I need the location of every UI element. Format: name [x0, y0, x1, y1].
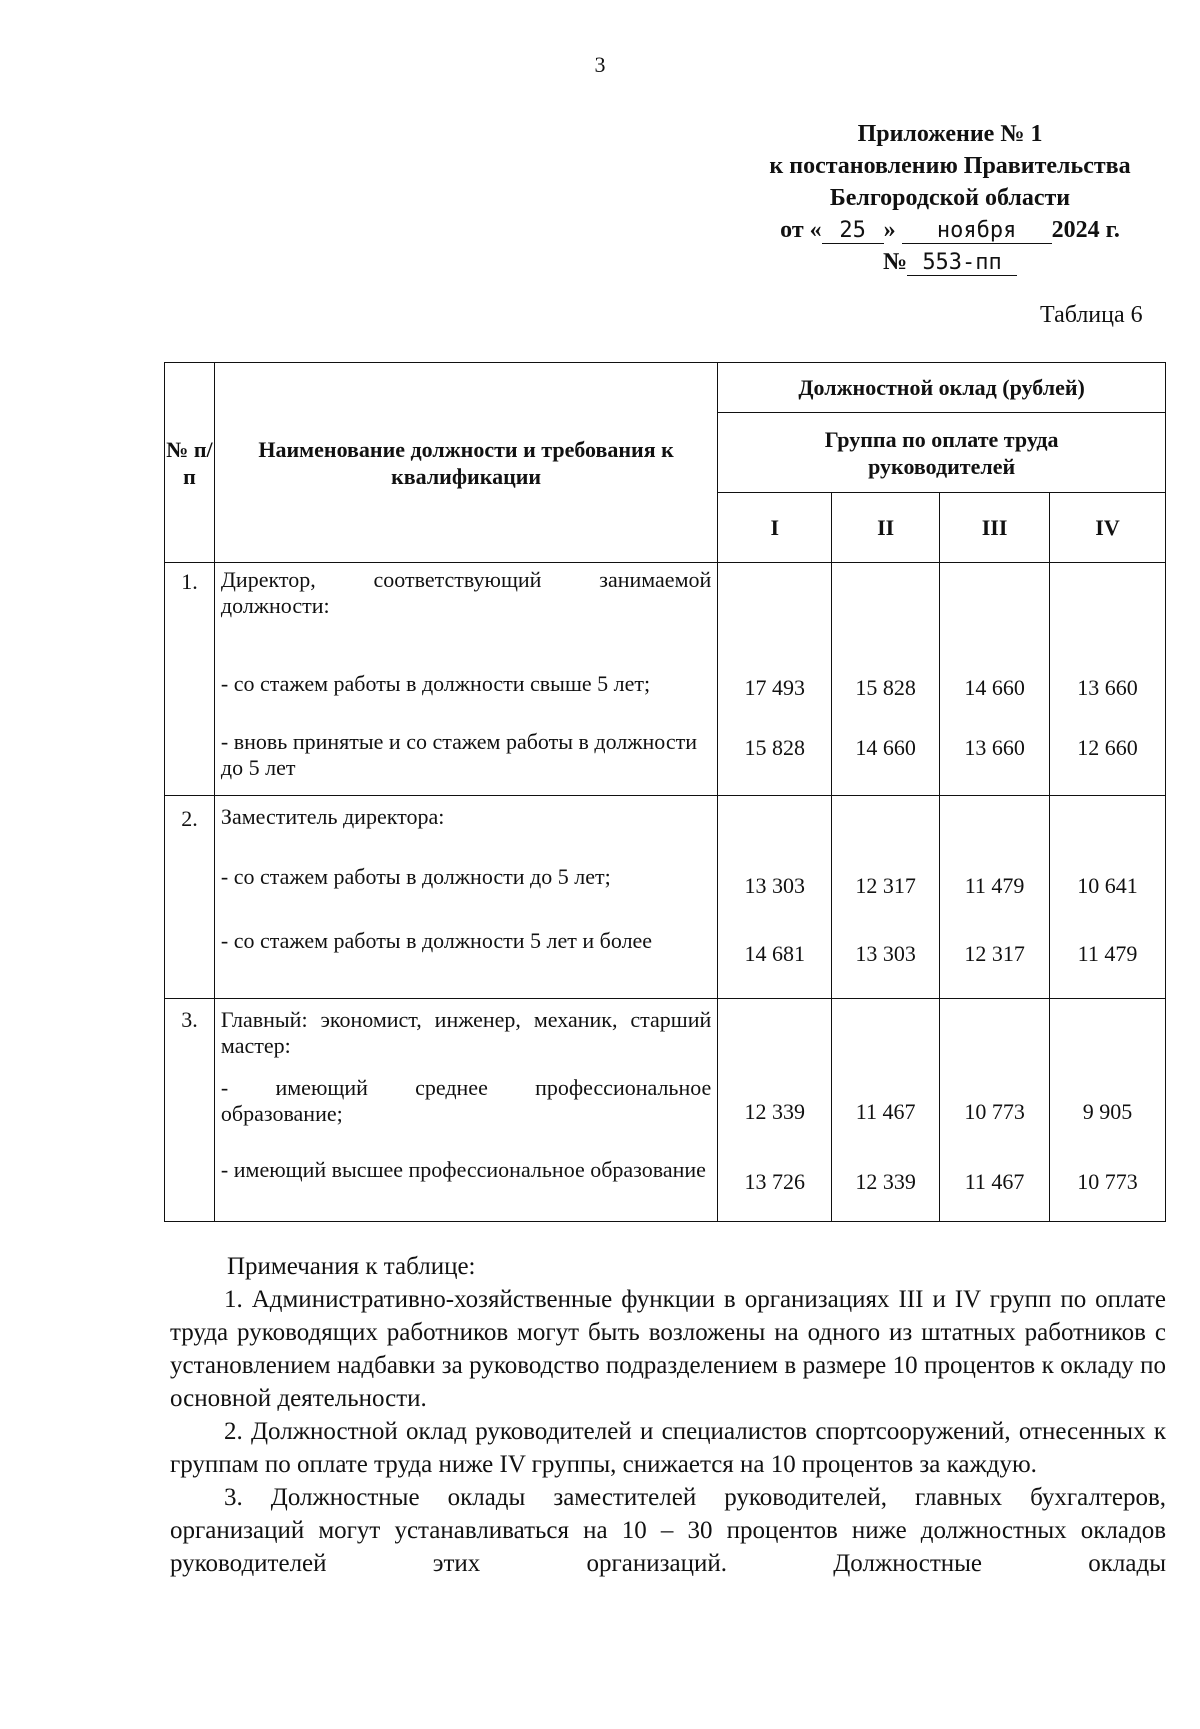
salary-table	[164, 362, 1166, 1222]
row-label: - имеющий среднее профессиональное образование;	[220, 1075, 712, 1126]
section-title: Директор, соответствующий занимаемой должности:	[220, 567, 712, 618]
section-title: Заместитель директора:	[220, 804, 445, 829]
value-cell: 13 660	[1077, 675, 1138, 700]
appendix-date	[720, 214, 1180, 246]
value-cell: 9 905	[1082, 1099, 1133, 1124]
section-title: Главный: экономист, инженер, механик, старший мастер:	[220, 1007, 712, 1058]
header-group-3: III	[940, 493, 1050, 563]
header-group-4: IV	[1050, 493, 1166, 563]
value-cell: 13 726	[744, 1169, 805, 1194]
row-label: - вновь принятые и со стажем работы в должности до 5 лет	[220, 729, 697, 780]
value-cell: 10 773	[964, 1099, 1025, 1124]
value-cell: 15 828	[855, 675, 916, 700]
date-day: 25	[822, 219, 884, 244]
table-notes	[170, 1250, 1166, 1580]
header-salary: Должностной оклад (рублей)	[718, 363, 1166, 413]
table-row	[165, 796, 1166, 999]
header-name: Наименование должности и требования к квалификации	[214, 363, 717, 563]
appendix-line-2: к постановлению Правительства	[769, 153, 1131, 179]
value-cell: 15 828	[744, 735, 805, 760]
note-item: 3. Должностные оклады заместителей руководителей, главных бухгалтеров, организаций могут устанавливаться на 10 – 30 процентов ниже должностных окладов руководителей этих организаций. Должностные оклады	[170, 1484, 1166, 1577]
value-cell: 13 660	[964, 735, 1025, 760]
table-row	[165, 563, 1166, 796]
row-label: - имеющий высшее профессиональное образование	[220, 1157, 706, 1182]
section-number: 1.	[165, 563, 215, 796]
header-group-2: II	[832, 493, 940, 563]
row-label: - со стажем работы в должности до 5 лет;	[220, 864, 611, 889]
appendix-line-3: Белгородской области	[829, 185, 1071, 211]
notes-title: Примечания к таблице:	[227, 1253, 476, 1280]
note-item: 1. Административно-хозяйственные функции в организациях III и IV групп по оплате труда руководящих работников могут быть возложены на одного из штатных работников с установлением надбавки за руководство подразделением в размере 10 процентов к окладу по основной деятельности.	[170, 1286, 1167, 1412]
note-item: 2. Должностной оклад руководителей и специалистов спортсооружений, отнесенных к группам по оплате труда ниже IV группы, снижается на 10 процентов за каждую.	[170, 1418, 1166, 1478]
date-mid: »	[883, 217, 896, 243]
date-year: 2024 г.	[1051, 217, 1120, 243]
appendix-number	[720, 246, 1180, 278]
value-cell: 13 303	[855, 941, 916, 966]
value-cell: 14 660	[855, 735, 916, 760]
value-cell: 13 303	[744, 873, 805, 898]
value-cell: 11 467	[855, 1099, 916, 1124]
value-cell: 12 317	[964, 941, 1025, 966]
value-cell: 17 493	[744, 675, 805, 700]
number-prefix: №	[882, 249, 908, 275]
value-cell: 12 660	[1077, 735, 1138, 760]
value-cell: 14 660	[964, 675, 1025, 700]
appendix-title: Приложение № 1	[857, 121, 1043, 147]
value-cell: 11 479	[964, 873, 1025, 898]
number-value: 553-пп	[907, 251, 1017, 276]
header-group: Группа по оплате труда руководителей	[718, 413, 1166, 493]
header-num: № п/п	[165, 363, 215, 563]
table-row	[165, 999, 1166, 1222]
value-cell: 12 339	[744, 1099, 805, 1124]
value-cell: 12 339	[855, 1169, 916, 1194]
value-cell: 12 317	[855, 873, 916, 898]
date-month: ноября	[902, 219, 1052, 244]
date-prefix: от «	[780, 217, 822, 243]
table-label: Таблица 6	[1040, 302, 1143, 328]
value-cell: 10 773	[1077, 1169, 1138, 1194]
value-cell: 11 467	[964, 1169, 1025, 1194]
section-number: 2.	[165, 796, 215, 999]
header-group-1: I	[718, 493, 832, 563]
section-number: 3.	[165, 999, 215, 1222]
page-number: 3	[594, 52, 606, 77]
value-cell: 11 479	[1077, 941, 1138, 966]
value-cell: 10 641	[1077, 873, 1138, 898]
value-cell: 14 681	[744, 941, 805, 966]
appendix-header	[720, 118, 1180, 278]
row-label: - со стажем работы в должности свыше 5 лет;	[220, 671, 651, 696]
row-label: - со стажем работы в должности 5 лет и более	[220, 928, 653, 953]
